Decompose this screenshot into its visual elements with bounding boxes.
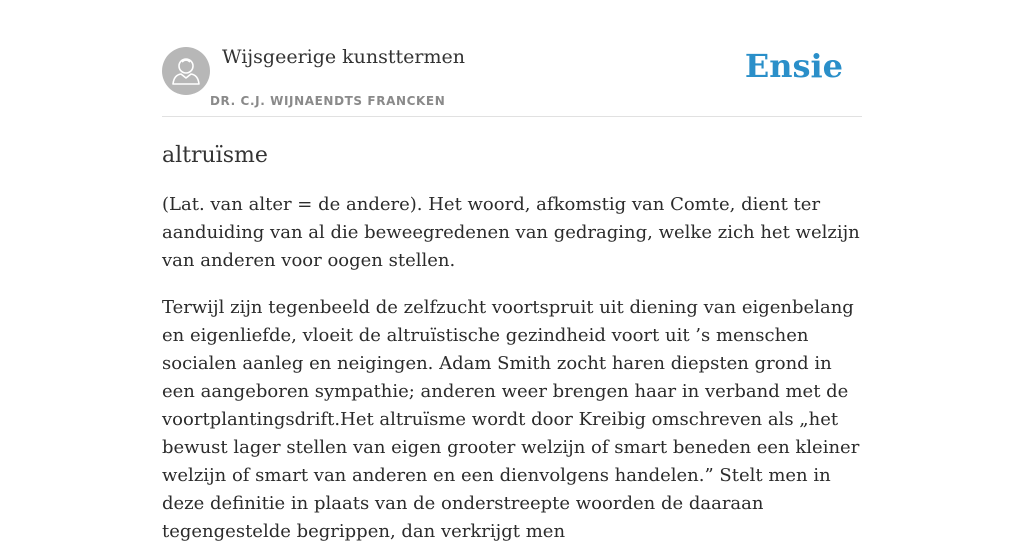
entry-title: altruïsme	[162, 143, 268, 168]
book-title-link[interactable]: Wijsgeerige kunsttermen	[222, 46, 466, 68]
entry-paragraph-2: Terwijl zijn tegenbeeld de zelfzucht voortspruit uit diening van eigenbelang en eigenliefde, vloeit de altruïstische gezindheid voort uit ’s menschen socialen aanleg en neigingen. Adam Smith zocht haren diepsten grond in een aangeboren sympathie; anderen weer brengen haar in verband met de voortplantingsdrift.Het altruïsme wordt door Kreibig omschreven als „het bewust lager stellen van eigen grooter welzijn of smart beneden een kleiner welzijn of smart van anderen en een dienvolgens handelen.” Stelt men in deze definitie in plaats van de onderstreepte woorden de daaraan tegengestelde begrippen, dan verkrijgt men	[162, 297, 860, 543]
user-avatar-icon[interactable]	[162, 47, 210, 95]
page-container	[162, 0, 862, 546]
ensie-logo[interactable]: Ensie	[744, 47, 843, 85]
book-header	[162, 0, 862, 117]
author-name[interactable]: DR. C.J. WIJNAENDTS FRANCKEN	[210, 94, 446, 108]
entry-paragraph-1: (Lat. van alter = de andere). Het woord, afkomstig van Comte, dient ter aanduiding van al die beweegredenen van gedraging, welke zich het welzijn van anderen voor oogen stellen.	[162, 194, 860, 272]
avatar-silhouette	[162, 47, 210, 95]
